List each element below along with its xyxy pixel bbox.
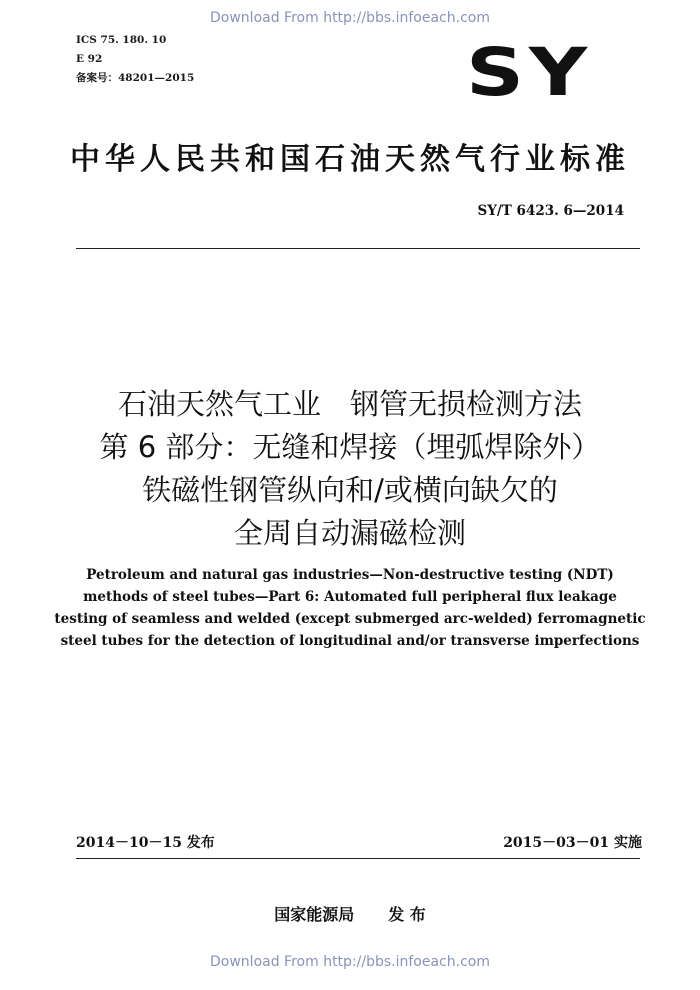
- english-title: [0, 564, 700, 652]
- chinese-title-line: 全周自动漏磁检测: [233, 516, 466, 550]
- watermark-top: Download From http://bbs.infoeach.com: [210, 10, 490, 26]
- standard-type-title: 中华人民共和国石油天然气行业标准: [70, 142, 630, 177]
- implementation-date: 2015－03－01 实施: [503, 835, 642, 851]
- english-title-line: Petroleum and natural gas industries—Non-destructive testing (NDT): [86, 567, 614, 583]
- standard-code: SY/T 6423. 6—2014: [477, 203, 624, 219]
- issuer-action: 发 布: [388, 905, 426, 924]
- english-title-line: steel tubes for the detection of longitudinal and/or transverse imperfections: [60, 633, 640, 649]
- category-code: E 92: [76, 53, 103, 65]
- english-title-line: testing of seamless and welded (except submerged arc-welded) ferromagnetic: [54, 611, 646, 627]
- footer-divider: [76, 858, 640, 859]
- watermark-bottom: Download From http://bbs.infoeach.com: [210, 954, 490, 970]
- issuer: [0, 902, 700, 925]
- record-number: 备案号：48201—2015: [76, 72, 195, 84]
- issue-date: 2014－10－15 发布: [76, 835, 215, 851]
- issuer-name: 国家能源局: [274, 905, 355, 924]
- chinese-title-line: 石油天然气工业 钢管无损检测方法: [117, 387, 582, 421]
- sy-logo: SY: [466, 34, 593, 111]
- english-title-line: methods of steel tubes—Part 6: Automated full peripheral flux leakage: [83, 589, 617, 605]
- header-divider: [76, 248, 640, 249]
- chinese-title-line: 铁磁性钢管纵向和/或横向缺欠的: [142, 473, 558, 507]
- ics-code: ICS 75. 180. 10: [76, 34, 167, 46]
- chinese-title: [0, 383, 700, 555]
- chinese-title-line: 第 6 部分：无缝和焊接（埋弧焊除外）: [99, 430, 601, 464]
